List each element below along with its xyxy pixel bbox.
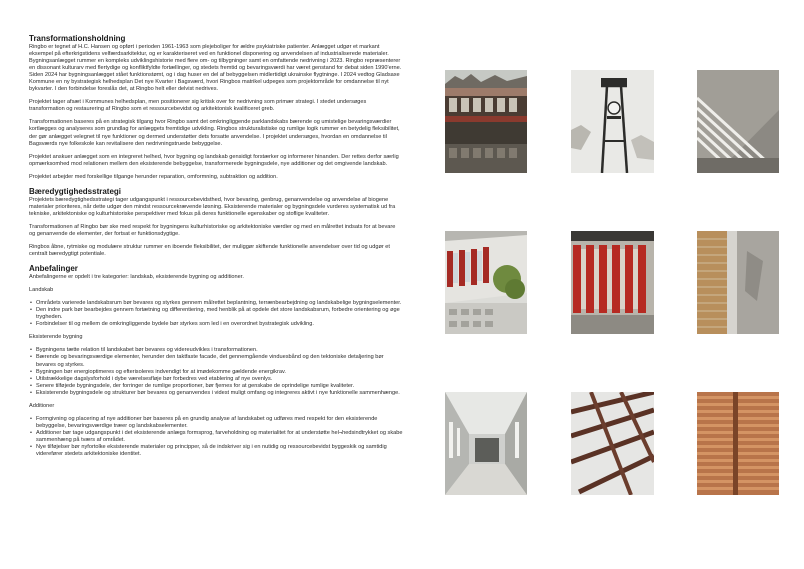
list-landskab [29, 300, 403, 328]
list-item: • Den indre park bør bearbejdes gennem fortætning og differentiering, med henblik på at opdele det store landskabsrum, forbedre orientering og øge trygheden. [36, 307, 403, 321]
subheading-landskab: Landskab [29, 287, 54, 294]
text-column [29, 34, 403, 464]
paragraph: Projektet anskuer anlægget som en integreret helhed, hvor bygning og landskab gensidigt forstærker og informerer hinanden. Der rettes derfor særlig opmærksomhed mod relationen mellem den eksisterende bebyggelse, transformerede bygningsdele, nye additioner og det omgivende landskab. [29, 153, 399, 167]
list-item: • Additioner bør tage udgangspunkt i det eksisterende anlægs formsprog, farveholdning og materialitet for at understøtte hel¬hedsindtrykket og skabe sammenhæng på tværs af området. [36, 430, 403, 444]
paragraph: Projektets bæredygtighedsstrategi tager udgangspunkt i ressourcebevidsthed, hvor bevaring, genbrug, genanvendelse og anvendelse af biogene materialer prioriteres, når dette udgør den mindst ressourcekrævende løsning. Eksisterende materialer og bygningsdele vurderes systematisk ud fra tekniske, arkitektoniske og kulturhistoriske perspektiver med fokus på deres funktionelle egenskaber og stoflige kvaliteter. [29, 196, 396, 217]
list-item: • Senere tilføjede bygningsdele, der forringer de rumlige proportioner, bør fjernes for at genskabe de oprindelige rumlige kvaliteter. [36, 383, 403, 390]
subheading-eksisterende-bygning: Eksisterende bygning [29, 334, 83, 341]
list-bygning [29, 347, 403, 396]
corridor-interior-photo [445, 392, 527, 495]
red-facade-rhythm-photo [571, 231, 654, 334]
heading-transformationsholdning: Transformationsholdning [29, 34, 126, 43]
concrete-wall-stairs-photo [697, 70, 779, 173]
list-item: • Bygningen bør energioptimeres og efterisoleres indvendigt for at imødekomme gældende energikrav. [36, 369, 403, 376]
paragraph: Projektet arbejder med forskellige tilgange herunder reparation, omformning, subtraktion og addition. [29, 173, 278, 180]
list-item: • Eksisterende bygningsdele og strukturer bør bevares og genanvendes i videst muligt omfang og integreres aktivt i nye funktionelle sammenhænge. [36, 390, 403, 397]
list-item: • Nye tilføjelser bør nyfortolke eksisterende materialer og principper, så de indskriver sig i en nutidig og ressourcebevidst byggeskik og samtidig viderefører stedets arkitektoniske identitet. [36, 444, 403, 458]
list-item: • Bygningens tætte relation til landskabet bør bevares og videreudvikles i transformationen. [36, 347, 403, 354]
list-item: • Bærende og bevaringsværdige elementer, herunder den taktfaste facade, det gennemgående vinduesbånd og den tektoniske detaljering bør bevares og styrkes. [36, 354, 403, 368]
brick-wall-detail-photo [697, 231, 779, 334]
list-additioner [29, 416, 403, 458]
bell-tower-photo [571, 70, 654, 173]
list-item: • Forbindelser til og mellem de omkringliggende bydele bør styrkes som led i en overordnet bystrategisk udvikling. [36, 321, 403, 328]
list-item: • Utilstrækkelige dagslysforhold i dybe værelsesfløje bør forbedres ved etablering af nye ovenlys. [36, 376, 403, 383]
paragraph: Projektet tager afsæt i Kommunes helhedsplan, men positionerer sig kritisk over for nedrivning som primær strategi. I stedet undersøges transformation og restaurering af Ringbo som et ressourcebevidst og arkitektonisk kvalificeret greb. [29, 99, 367, 113]
paragraph: Transformationen af Ringbo bør ske med respekt for bygningens kulturhistoriske og arkitektoniske værdier og med en målrettet indsats for at bevare og genanvende de elementer, der fortsat er funktionsdygtige. [29, 223, 396, 237]
list-item: • Områdets varierede landskabsrum bør bevares og styrkes gennem målrettet beplantning, terrænbearbejdning og landskabelige bygningselementer. [36, 300, 403, 307]
paragraph: Ringbo er tegnet af H.C. Hansen og opført i perioden 1961-1963 som plejeboliger for ældre psykiatriske patienter. Anlægget udgør et markant eksempel på efterkrigstidens velfærdsarkitektur, og er karakteriseret ved en funktionel disponering og anvendelsen af industrialiserede materialer. Bygningsanlægget rummer en kompleks udviklingshistorie med flere om- og tilbygninger samt en omfattende nedrivning i 2023. Ringbo repræsenterer en dissonant kulturarv med flertydige og konfliktfyldte fortællinger, og stedets fremtid og bevaringsværdi har været genstand for debat siden 1990'erne. Siden 2024 har bygningsanlægget stået funktionstømt, og i dag huser en del af bebyggelsen midlertidigt ukrainske flygtninge. I 2024 vedtog Gladsaxe Kommune en ny bystrategisk helhedsplan Det nye Kvarter i Bagsværd, hvori Ringbos matrikel udpeges som projektområde for omdannelse til nyt bykvarter. I den forbindelse foreslås det, at Ringbo helt eller delvist nedrives. [29, 44, 402, 93]
paragraph: Ringbos åbne, rytmiske og modulære struktur rummer en iboende fleksibilitet, der muliggør skiftende funktionelle anvendelser over tid og udgør et centralt bæredygtigt potentiale. [29, 243, 390, 258]
heading-baeredygtighedsstrategi: Bæredygtighedsstrategi [29, 186, 122, 196]
list-item: • Formgivning og placering af nye additioner bør baseres på en grundig analyse af landskabet og udføres med respekt for den eksisterende bebyggelse, bevaringsværdige træer og landskabselementer. [36, 416, 403, 430]
wooden-slats-photo [697, 392, 779, 495]
building-with-reflection-photo [445, 70, 527, 173]
paragraph: Transformationen baseres på en strategisk tilgang hvor Ringbo samt det omkringliggende parklandskabs bærende og umistelige bevaringsværdier kortlægges og analyseres som grundlag for anlæggets fremtidige udvikling. Ringbos strukturalistiske og rumlige logik rummer en betydelig fleksibilitet, der gør anlægget velegnet til nye funktioner og dermed understøtter dets forsatte anvendelse. I projektet undersøges, hvordan en omdannelse til Bagsværds nye folkeskole kan revitalisere den nedrivningstruede bebyggelse. [29, 119, 400, 147]
red-window-facade-photo [445, 231, 527, 334]
subheading-additioner: Additioner [29, 402, 55, 409]
paragraph: Anbefalingerne er opdelt i tre kategorier: landskab, eksisterende bygning og additioner. [29, 274, 244, 281]
heading-anbefalinger: Anbefalinger [29, 264, 78, 274]
roof-beams-photo [571, 392, 654, 495]
